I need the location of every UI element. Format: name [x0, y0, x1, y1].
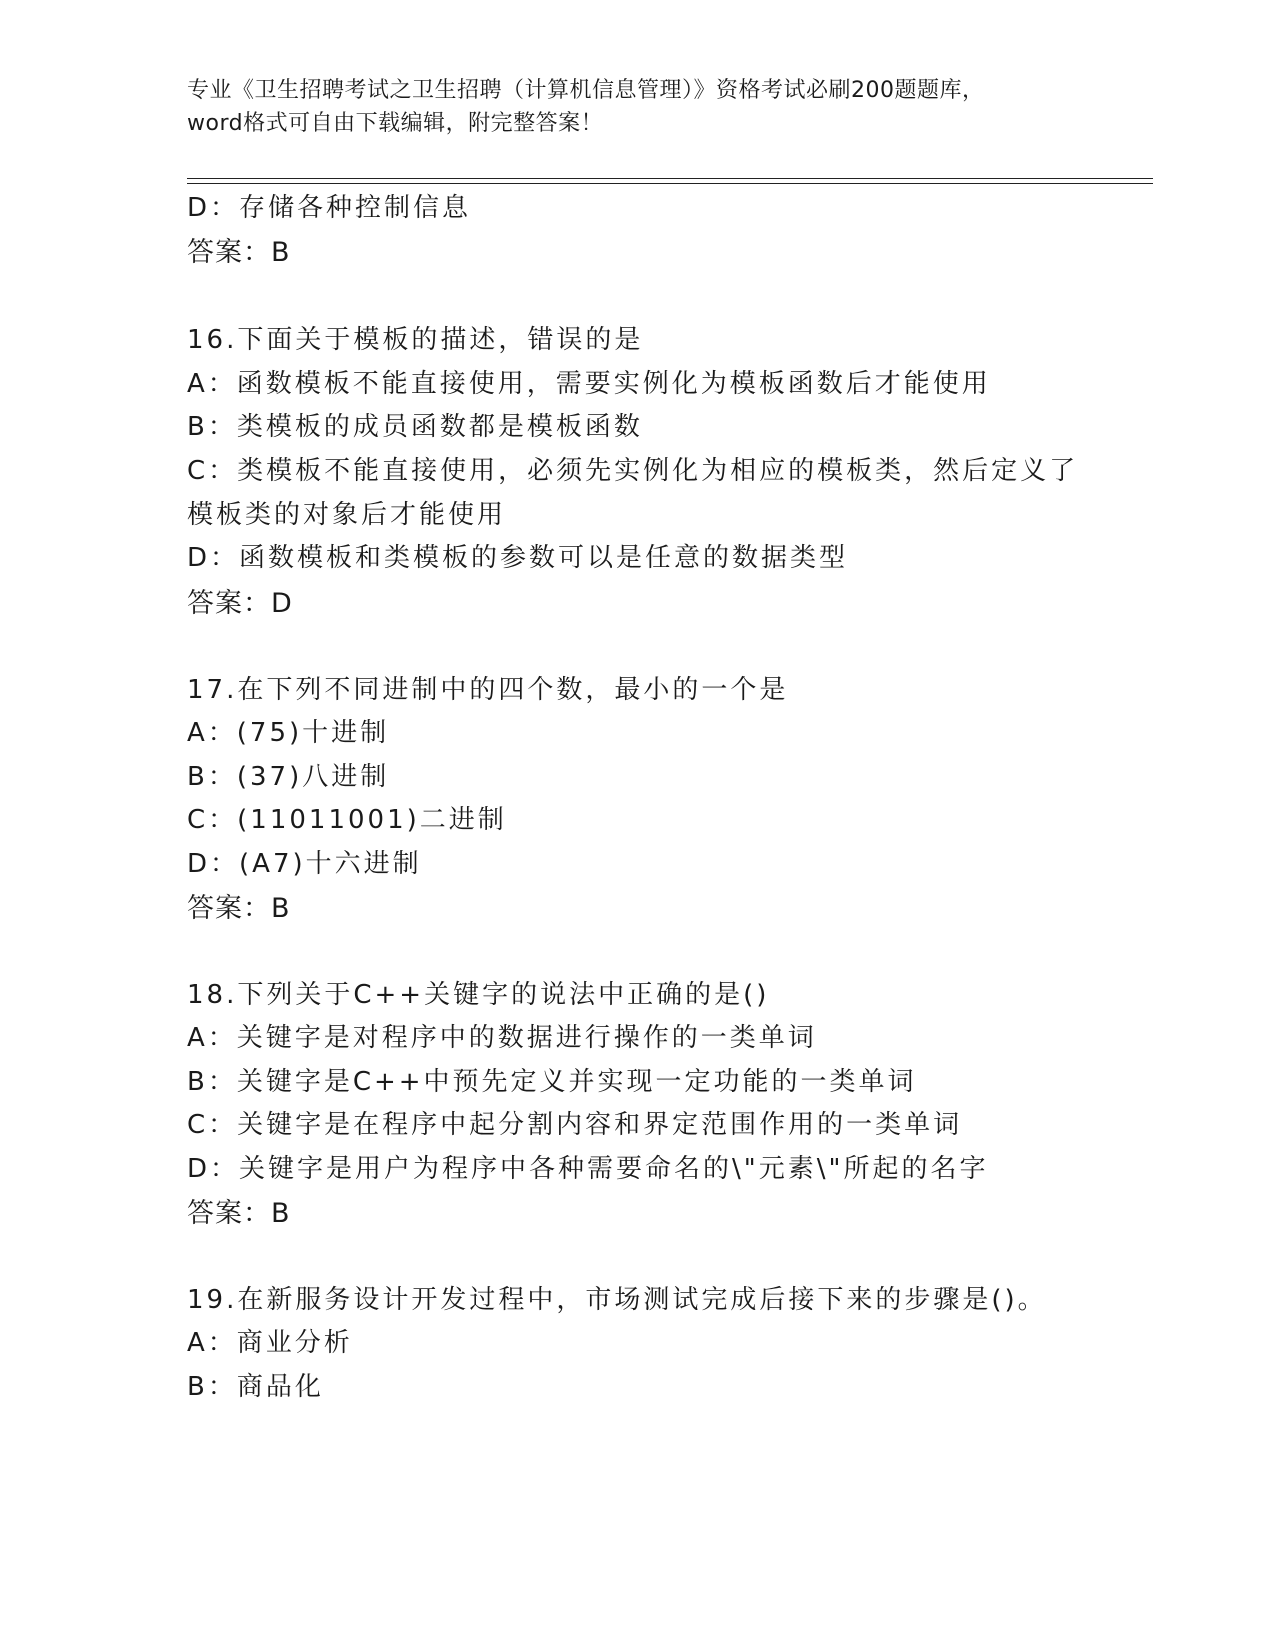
q18-option-d: D：关键字是用户为程序中各种需要命名的\"元素\"所起的名字: [187, 1154, 989, 1184]
q16-option-b: B：类模板的成员函数都是模板函数: [187, 412, 643, 442]
q18-answer: 答案：B: [187, 1198, 291, 1229]
header-rule-top: [187, 178, 1153, 179]
q17-option-d: D：(A7)十六进制: [187, 849, 422, 879]
q15-answer: 答案：B: [187, 237, 291, 268]
q18-stem: 18.下列关于C++关键字的说法中正确的是(): [187, 980, 770, 1010]
q17-option-a: A：(75)十进制: [187, 718, 390, 748]
q16-stem: 16.下面关于模板的描述，错误的是: [187, 325, 644, 355]
q16-option-c-line2: 模板类的对象后才能使用: [187, 500, 507, 530]
q17-answer: 答案：B: [187, 893, 291, 924]
q18-option-a: A：关键字是对程序中的数据进行操作的一类单词: [187, 1023, 817, 1053]
q19-option-b: B：商品化: [187, 1372, 324, 1402]
q16-option-c-line1: C：类模板不能直接使用，必须先实例化为相应的模板类，然后定义了: [187, 456, 1079, 486]
q17-option-b: B：(37)八进制: [187, 762, 390, 792]
q15-option-d: D：存储各种控制信息: [187, 193, 472, 223]
q17-option-c: C：(11011001)二进制: [187, 805, 507, 835]
q18-option-b: B：关键字是C++中预先定义并实现一定功能的一类单词: [187, 1067, 917, 1097]
q17-stem: 17.在下列不同进制中的四个数，最小的一个是: [187, 675, 789, 705]
q16-option-a: A：函数模板不能直接使用，需要实例化为模板函数后才能使用: [187, 369, 991, 399]
q16-answer: 答案：D: [187, 588, 293, 619]
document-header: [187, 74, 1087, 140]
header-rule-bottom: [187, 183, 1153, 184]
header-line-1: 专业《卫生招聘考试之卫生招聘（计算机信息管理）》资格考试必刷200题题库，: [187, 78, 985, 103]
header-line-2: word格式可自由下载编辑，附完整答案！: [187, 111, 604, 136]
q19-option-a: A：商业分析: [187, 1328, 353, 1358]
q16-option-d: D：函数模板和类模板的参数可以是任意的数据类型: [187, 543, 849, 573]
q19-stem: 19.在新服务设计开发过程中，市场测试完成后接下来的步骤是()。: [187, 1285, 1047, 1315]
q18-option-c: C：关键字是在程序中起分割内容和界定范围作用的一类单词: [187, 1110, 963, 1140]
